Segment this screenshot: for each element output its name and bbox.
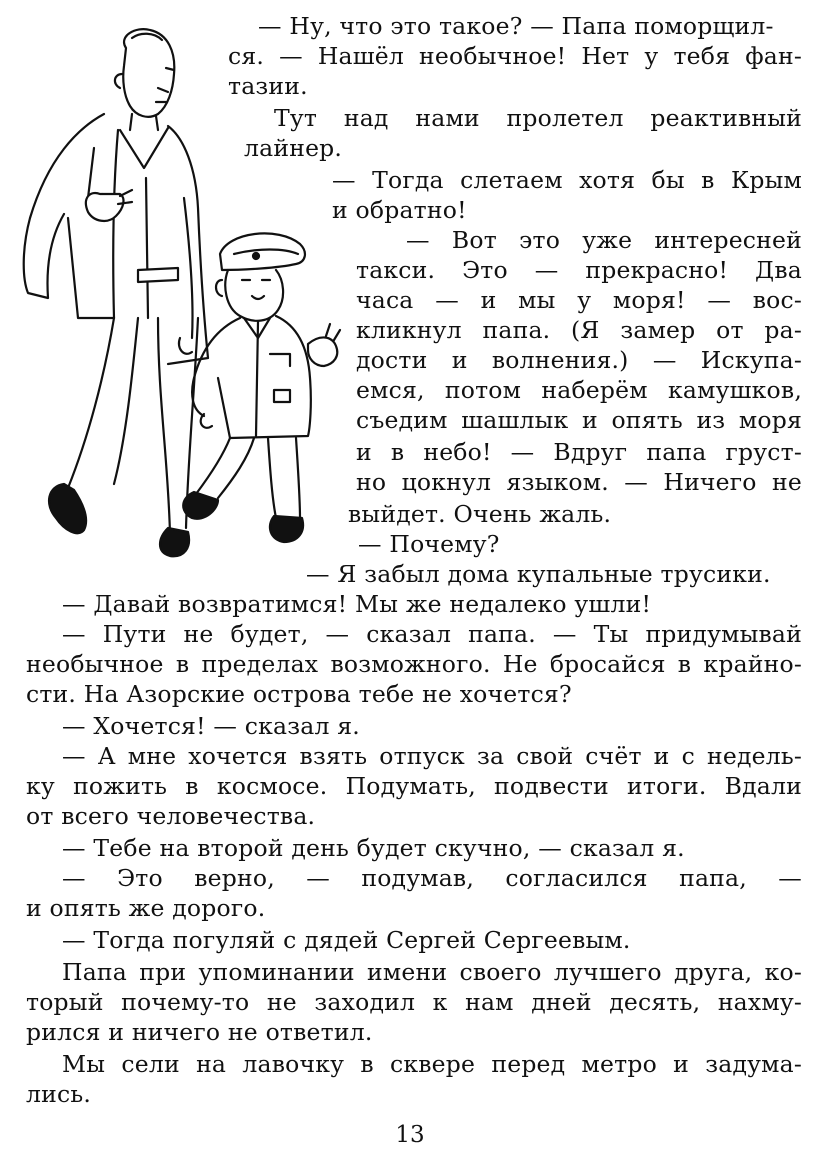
text-line: но цокнул языком. — Ничего не [356,468,802,496]
text-line: и в небо! — Вдруг папа груст- [356,438,802,466]
text-line: — Хочется! — сказал я. [62,712,360,740]
text-line: Папа при упоминании имени своего лучшего друга, ко- [62,958,802,986]
text-line: необычное в пределах возможного. Не бросайся в крайно- [26,650,802,678]
text-line: — Тогда слетаем хотя бы в Крым [332,166,802,194]
text-line: сти. На Азорские острова тебе не хочется? [26,680,572,708]
text-line: емся, потом наберём камушков, [356,376,802,404]
text-line: от всего человечества. [26,802,316,830]
text-line: ку пожить в космосе. Подумать, подвести итоги. Вдали [26,772,802,800]
text-line: и опять же дорого. [26,894,266,922]
text-line: ся. — Нашёл необычное! Нет у тебя фан- [228,42,802,70]
text-line: съедим шашлык и опять из моря [356,406,802,434]
text-line: часа — и мы у моря! — вос- [356,286,802,314]
text-line: — Почему? [358,530,500,558]
text-line: — Это верно, — подумав, согласился папа, — [62,864,802,892]
text-line: — Вот это уже интересней [406,226,802,254]
text-line: и обратно! [332,196,467,224]
text-line: выйдет. Очень жаль. [348,500,612,528]
text-line: — А мне хочется взять отпуск за свой счёт и с недель- [62,742,802,770]
text-line: — Тебе на второй день будет скучно, — сказал я. [62,834,685,862]
text-line: — Давай возвратимся! Мы же недалеко ушли! [62,590,652,618]
text-line: такси. Это — прекрасно! Два [356,256,802,284]
text-line: дости и волнения.) — Искупа- [356,346,802,374]
text-line: торый почему-то не заходил к нам дней десять, нахму- [26,988,802,1016]
text-line: Мы сели на лавочку в сквере перед метро и задума- [62,1050,802,1078]
text-line: Тут над нами пролетел реактивный [274,104,802,132]
text-line: кликнул папа. (Я замер от ра- [356,316,802,344]
text-line: — Я забыл дома купальные трусики. [306,560,771,588]
text-line: лайнер. [244,134,343,162]
text-line: — Ну, что это такое? — Папа поморщил- [258,12,774,40]
page-number: 13 [395,1122,425,1148]
text-line: — Пути не будет, — сказал папа. — Ты придумывай [62,620,802,648]
text-line: рился и ничего не ответил. [26,1018,373,1046]
text-line: тазии. [228,72,308,100]
text-line: лись. [26,1080,92,1108]
text-line: — Тогда погуляй с дядей Сергей Сергеевым. [62,926,631,954]
